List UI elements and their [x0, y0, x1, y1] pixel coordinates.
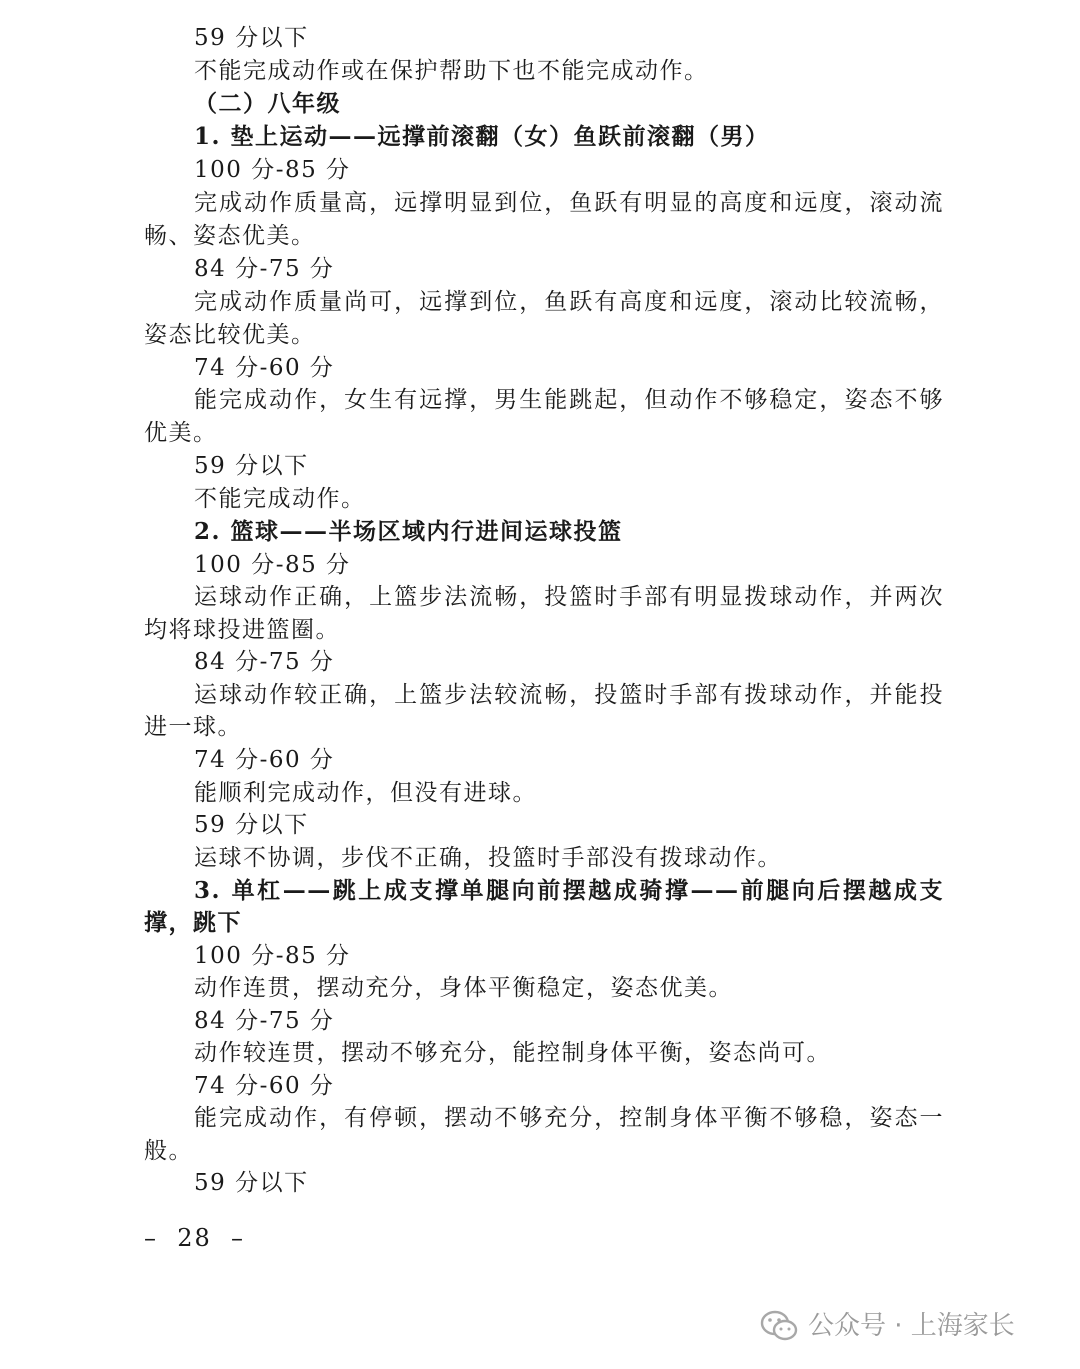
score-range: 100 分-85 分 — [194, 552, 351, 578]
criteria-text: 能完成动作，有停顿，摆动不够充分，控制身体平衡不够稳，姿态一 — [194, 1105, 944, 1131]
grade-heading: （二）八年级 — [194, 90, 341, 117]
criteria-text: 运球不协调，步伐不正确，投篮时手部没有拨球动作。 — [194, 845, 782, 871]
score-range: 100 分-85 分 — [194, 157, 351, 183]
criteria-text: 完成动作质量尚可，远撑到位，鱼跃有高度和远度，滚动比较流畅， — [194, 289, 944, 315]
score-range: 100 分-85 分 — [194, 943, 351, 969]
score-range: 84 分-75 分 — [194, 649, 335, 675]
score-range: 84 分-75 分 — [194, 256, 335, 282]
criteria-text: 不能完成动作。 — [194, 486, 366, 512]
criteria-text: 动作连贯，摆动充分，身体平衡稳定，姿态优美。 — [194, 975, 733, 1001]
criteria-text: 不能完成动作或在保护帮助下也不能完成动作。 — [194, 58, 709, 84]
criteria-text: 能完成动作，女生有远撑，男生能跳起，但动作不够稳定，姿态不够 — [194, 387, 944, 413]
criteria-text: 动作较连贯，摆动不够充分，能控制身体平衡，姿态尚可。 — [194, 1040, 831, 1066]
item-heading: 1. 垫上运动——远撑前滚翻（女）鱼跃前滚翻（男） — [194, 123, 770, 150]
score-range: 74 分-60 分 — [194, 1073, 335, 1099]
score-range: 74 分-60 分 — [194, 355, 335, 381]
item-heading: 撑，跳下 — [144, 909, 242, 936]
score-range: 59 分以下 — [194, 25, 309, 51]
item-heading: 3. 单杠——跳上成支撑单腿向前摆越成骑撑——前腿向后摆越成支 — [194, 877, 944, 904]
score-range: 59 分以下 — [194, 1170, 309, 1196]
score-range: 59 分以下 — [194, 812, 309, 838]
criteria-text: 完成动作质量高，远撑明显到位，鱼跃有明显的高度和远度，滚动流 — [194, 190, 944, 216]
score-range: 84 分-75 分 — [194, 1008, 335, 1034]
criteria-text: 运球动作正确，上篮步法流畅，投篮时手部有明显拨球动作，并两次 — [194, 584, 944, 610]
wechat-official-account-icon — [760, 1309, 798, 1343]
watermark-text: 公众号 · 上海家长 — [808, 1311, 1015, 1341]
criteria-text: 能顺利完成动作，但没有进球。 — [194, 780, 537, 806]
criteria-text: 进一球。 — [144, 714, 242, 740]
criteria-text: 姿态比较优美。 — [144, 322, 316, 348]
page-number: – 28 – — [144, 1224, 246, 1252]
criteria-text: 般。 — [144, 1138, 193, 1164]
item-heading: 2. 篮球——半场区域内行进间运球投篮 — [194, 518, 623, 545]
criteria-text: 均将球投进篮圈。 — [144, 617, 340, 643]
criteria-text: 运球动作较正确，上篮步法较流畅，投篮时手部有拨球动作，并能投 — [194, 682, 944, 708]
criteria-text: 畅、姿态优美。 — [144, 223, 316, 249]
criteria-text: 优美。 — [144, 420, 218, 446]
watermark — [760, 1306, 1015, 1346]
score-range: 59 分以下 — [194, 453, 309, 479]
score-range: 74 分-60 分 — [194, 747, 335, 773]
